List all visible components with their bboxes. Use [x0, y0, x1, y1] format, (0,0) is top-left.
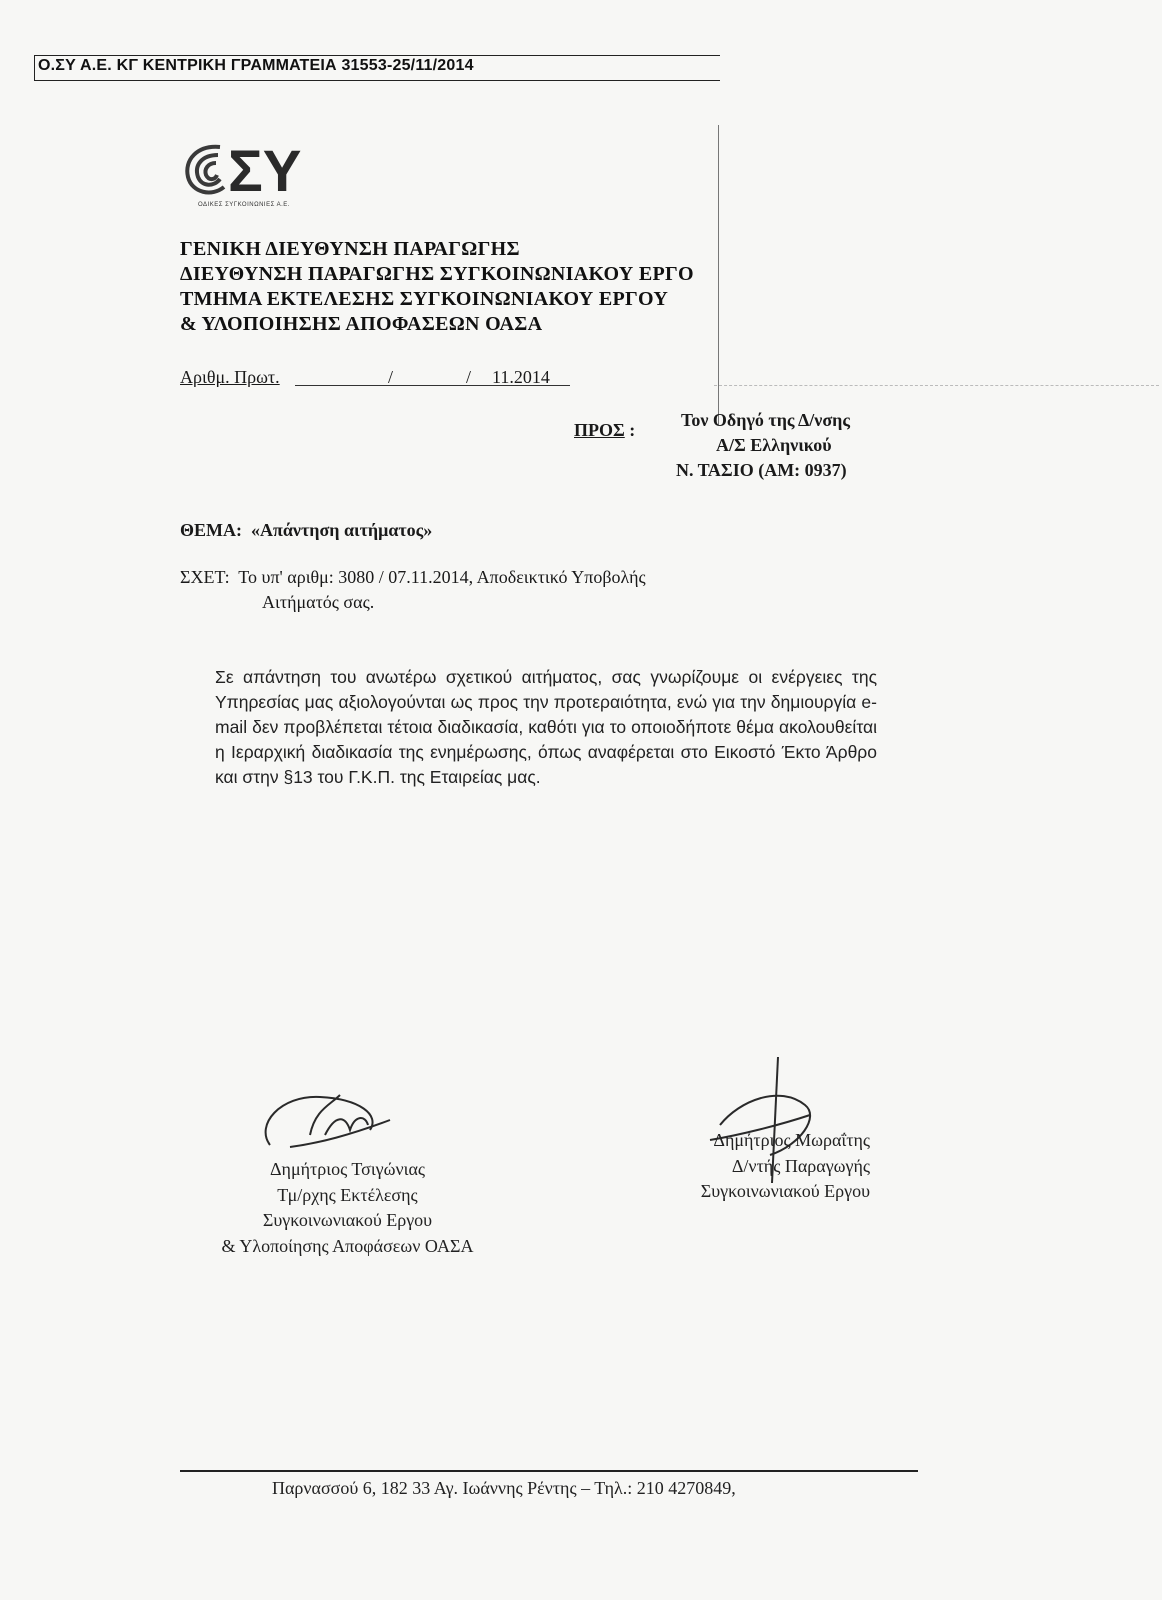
subject-value: «Απάντηση αιτήματος»	[251, 520, 433, 540]
signature-right	[665, 1128, 870, 1205]
reference	[180, 567, 646, 588]
protocol-number	[180, 367, 280, 388]
divider	[718, 125, 719, 425]
recipient-label: ΠΡΟΣ :	[574, 420, 636, 440]
protocol-stamp: Ο.ΣΥ Α.Ε. ΚΓ ΚΕΝΤΡΙΚΗ ΓΡΑΜΜΑΤΕΙΑ 31553-25/11/2014	[38, 57, 474, 74]
org-line-2: ΔΙΕΥΘΥΝΣΗ ΠΑΡΑΓΩΓΗΣ ΣΥΓΚΟΙΝΩΝΙΑΚΟΥ ΕΡΓΟ	[180, 263, 694, 285]
footer-divider	[180, 1470, 918, 1472]
footer-address: Παρνασσού 6, 182 33 Αγ. Ιωάννης Ρέντης – Τηλ.: 210 4270849,	[272, 1478, 736, 1498]
body-paragraph: Σε απάντηση του ανωτέρω σχετικού αιτήματος, σας γνωρίζουμε οι ενέργειες της Υπηρεσίας μας αξιολογούνται ως προς την προτεραιότητα, ενώ για την δημιουργία e-mail δεν προβλέπεται τέτοια διαδικασία, καθότι για το οποιοδήποτε θέμα ακολουθείται η Ιεραρχική διαδικασία της ενημέρωσης, όπως αναφέρεται στο Εικοστό Έκτο Άρθρο και στην §13 του Γ.Κ.Π. της Εταιρείας μας.	[215, 667, 877, 787]
org-line-4: & ΥΛΟΠΟΙΗΣΗΣ ΑΠΟΦΑΣΕΩΝ ΟΑΣΑ	[180, 313, 543, 335]
reference-label: ΣΧΕΤ:	[180, 567, 230, 587]
logo-tagline: ΟΔΙΚΕΣ ΣΥΓΚΟΙΝΩΝΙΕΣ Α.Ε.	[198, 202, 290, 208]
reference-line-2: Αιτήματός σας.	[262, 592, 375, 612]
signer-right-role-1: Δ/ντής Παραγωγής	[731, 1155, 870, 1176]
logo-mark: ΣΥ	[228, 139, 302, 204]
protocol-slash: /	[388, 367, 394, 387]
org-line-3: ΤΜΗΜΑ ΕΚΤΕΛΕΣΗΣ ΣΥΓΚΟΙΝΩΝΙΑΚΟΥ ΕΡΓΟΥ	[180, 288, 669, 310]
signer-right-name: Δημήτριος Μωραΐτης	[713, 1130, 870, 1150]
signer-left-role-3: & Υλοποίησης Αποφάσεων ΟΑΣΑ	[221, 1235, 474, 1256]
signer-right-role-2: Συγκοινωνιακού Εργου	[700, 1181, 870, 1201]
recipient-line-1: Τον Οδηγό της Δ/νσης	[681, 410, 850, 430]
protocol-date: 11.2014	[492, 367, 550, 387]
signer-left-role-2: Συγκοινωνιακού Εργου	[262, 1210, 433, 1230]
signer-left-role-1: Τμ/ρχης Εκτέλεσης	[277, 1184, 418, 1205]
org-line-1: ΓΕΝΙΚΗ ΔΙΕΥΘΥΝΣΗ ΠΑΡΑΓΩΓΗΣ	[180, 238, 520, 260]
protocol-slash: /	[466, 367, 472, 387]
protocol-label: Αριθμ. Πρωτ.	[180, 367, 280, 387]
subject	[180, 520, 432, 541]
signer-left-name: Δημήτριος Τσιγώνιας	[269, 1159, 426, 1179]
signature-left-icon	[250, 1085, 410, 1165]
reference-line-1: Το υπ' αριθμ: 3080 / 07.11.2014, Αποδεικτικό Υποβολής	[238, 567, 646, 587]
subject-label: ΘΕΜΑ:	[180, 520, 242, 540]
divider	[714, 385, 1159, 387]
signature-left	[195, 1157, 500, 1259]
recipient-line-2: Α/Σ Ελληνικού	[716, 435, 832, 455]
recipient-line-3: Ν. ΤΑΣΙΟ (ΑΜ: 0937)	[676, 460, 847, 480]
